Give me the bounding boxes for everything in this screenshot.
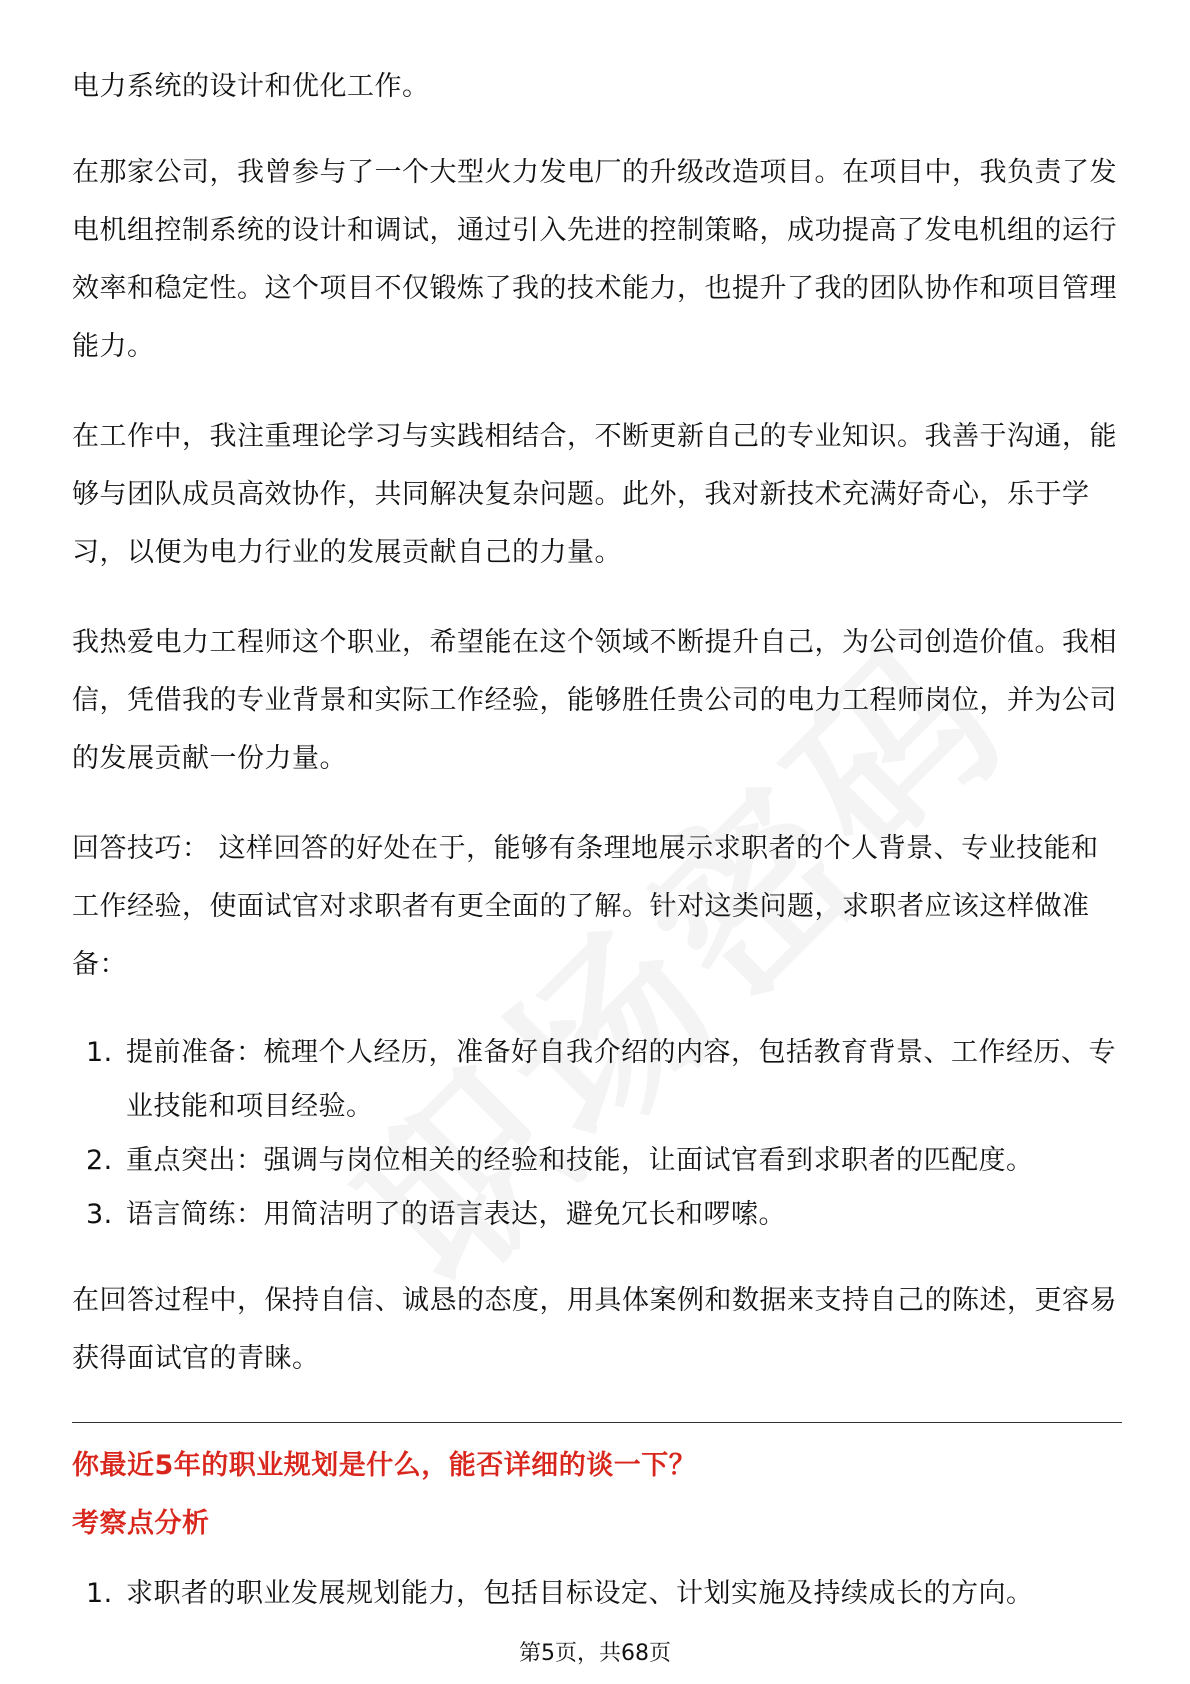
paragraph-closing: 在回答过程中，保持自信、诚恳的态度，用具体案例和数据来支持自己的陈述，更容易获得面试官的青睐。: [72, 1285, 1117, 1374]
paragraph-motivation: 我热爱电力工程师这个职业，希望能在这个领域不断提升自己，为公司创造价值。我相信，凭借我的专业背景和实际工作经验，能够胜任贵公司的电力工程师岗位，并为公司的发展贡献一份力量。: [72, 627, 1117, 774]
list-text: 求职者的职业发展规划能力，包括目标设定、计划实施及持续成长的方向。: [126, 1578, 1034, 1609]
list-text: 提前准备：梳理个人经历，准备好自我介绍的内容，包括教育背景、工作经历、专业技能和项目经验。: [126, 1037, 1116, 1122]
list-number: 1.: [86, 1037, 113, 1068]
paragraph-work-style: 在工作中，我注重理论学习与实践相结合，不断更新自己的专业知识。我善于沟通，能够与团队成员高效协作，共同解决复杂问题。此外，我对新技术充满好奇心，乐于学习，以便为电力行业的发展贡献自己的力量。: [72, 421, 1117, 568]
list-number: 2.: [86, 1145, 113, 1176]
paragraph-answer-tips: 回答技巧： 这样回答的好处在于，能够有条理地展示求职者的个人背景、专业技能和工作经验，使面试官对求职者有更全面的了解。针对这类问题，求职者应该这样做准备：: [72, 833, 1099, 980]
page-content: [72, 58, 1122, 1651]
page-footer: 第5页，共68页: [519, 1641, 671, 1666]
list-item: [72, 1026, 1122, 1134]
list-item: [72, 1188, 1122, 1242]
list-text: 语言简练：用简洁明了的语言表达，避免冗长和啰嗦。: [126, 1199, 786, 1230]
analysis-list: [72, 1567, 1122, 1621]
list-text: 重点突出：强调与岗位相关的经验和技能，让面试官看到求职者的匹配度。: [126, 1145, 1034, 1176]
paragraph-continuation: 电力系统的设计和优化工作。: [72, 71, 430, 102]
paragraph-project: 在那家公司，我曾参与了一个大型火力发电厂的升级改造项目。在项目中，我负责了发电机组控制系统的设计和调试，通过引入先进的控制策略，成功提高了发电机组的运行效率和稳定性。这个项目不仅锻炼了我的技术能力，也提升了我的团队协作和项目管理能力。: [72, 157, 1117, 362]
list-number: 3.: [86, 1199, 113, 1230]
list-number: 1.: [86, 1578, 113, 1609]
analysis-heading: 考察点分析: [72, 1508, 210, 1539]
tips-list: [72, 1026, 1122, 1242]
list-item: [72, 1567, 1122, 1621]
list-item: [72, 1134, 1122, 1188]
section-divider: [72, 1422, 1122, 1423]
question-heading: 你最近5年的职业规划是什么，能否详细的谈一下？: [72, 1450, 697, 1481]
